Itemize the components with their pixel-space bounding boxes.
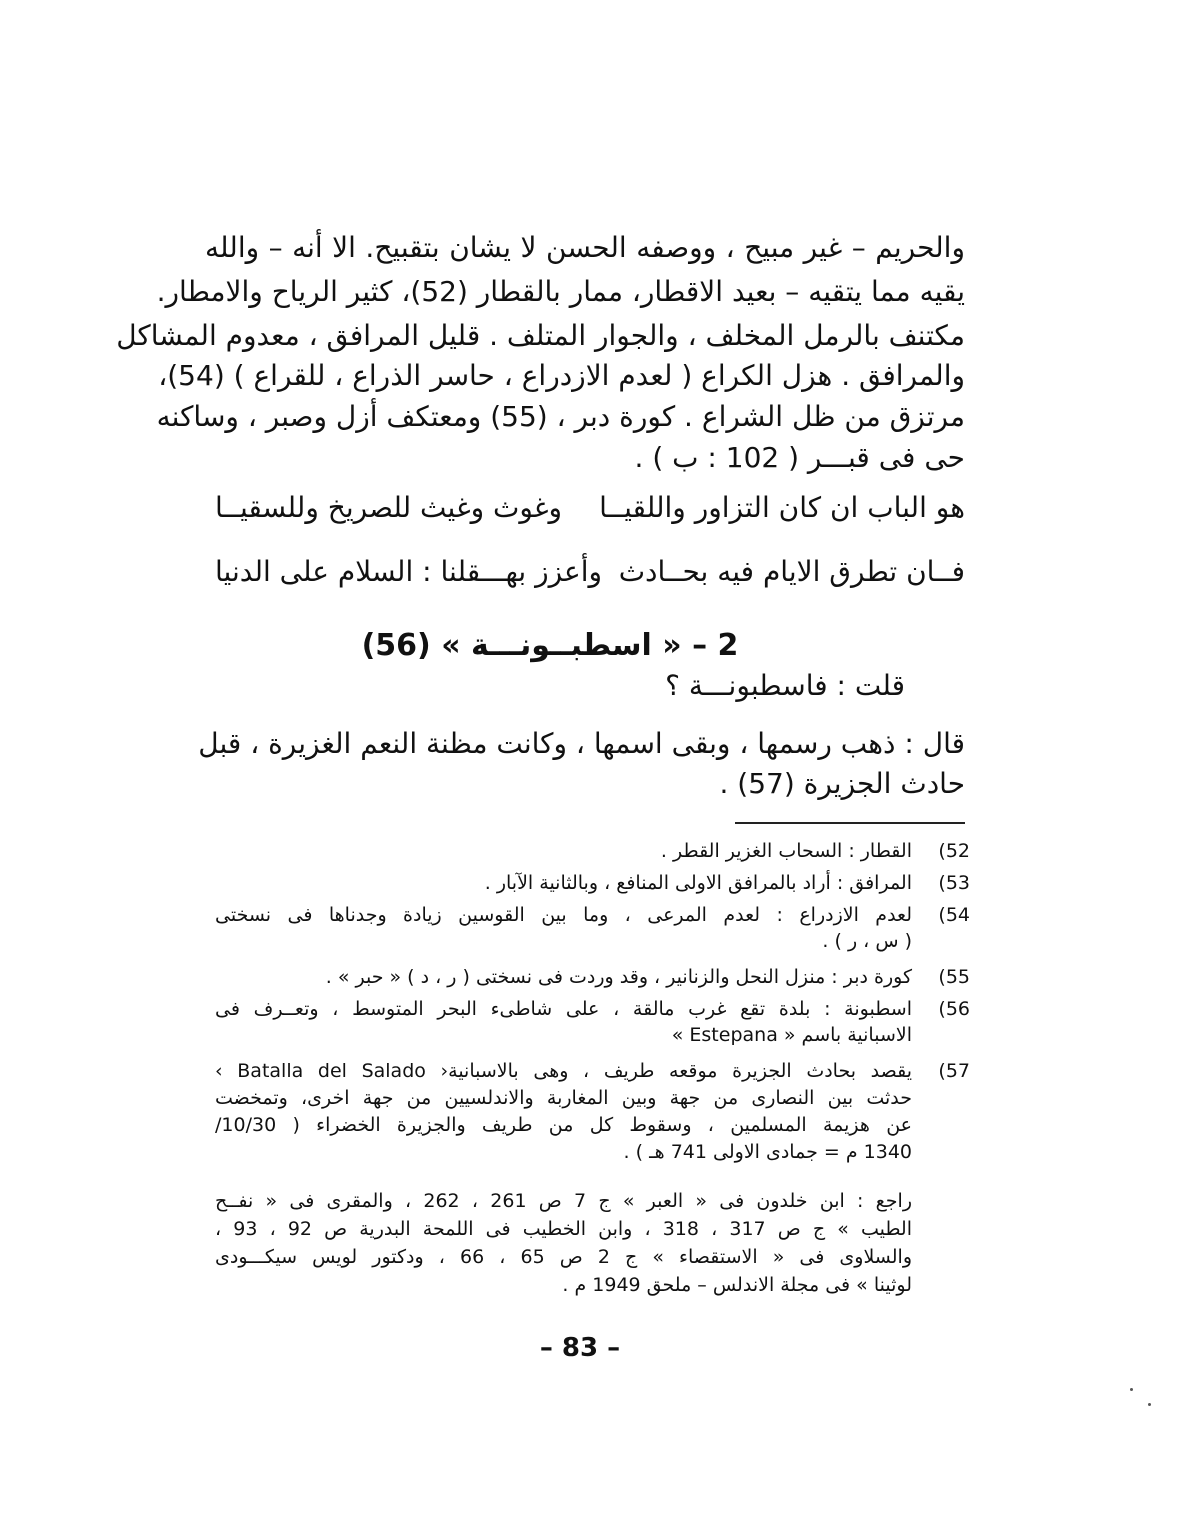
footnote-number: 52) — [938, 840, 970, 862]
reference-line-3: والسلاوى فى « الاستقصاء » ج 2 ص 65 ، 66 ، ودكتور لويس سيكـــودى — [215, 1246, 912, 1268]
verse-1 — [205, 486, 965, 530]
body-line-3: مكتنف بالرمل المخلف ، والجوار المتلف . قليل المرافق ، معدوم المشاكل — [116, 319, 965, 352]
body-line-1: والحريم – غير مبيح ، ووصفه الحسن لا يشان بتقبيح. الا أنه – والله — [205, 231, 965, 264]
footnote-number: 56) — [938, 998, 970, 1020]
footnote-text: المرافق : أراد بالمرافق الاولى المنافع ، وبالثانية الآبار . — [484, 872, 912, 894]
footnote-text: كورة دبر : منزل النحل والزنانير ، وقد وردت فى نسختى ( ر ، د ) « حبر » . — [325, 966, 912, 988]
reference-line-2: الطيب » ج ص 317 ، 318 ، وابن الخطيب فى اللمحة البدرية ص 92 ، 93 ، — [215, 1218, 913, 1240]
footnote-number: 57) — [938, 1060, 970, 1082]
verse-1-first-hemistich: هو الباب ان كان التزاور واللقيــا — [599, 491, 965, 524]
verse-2-first-hemistich: فــان تطرق الايام فيه بحــادث — [618, 555, 965, 588]
footnote-text: القطار : السحاب الغزير القطر . — [660, 840, 912, 862]
footnote-text-line-1: يقصد بحادث الجزيرة موقعه طريف ، وهى بالاسبانية‹ Batalla del Salado › — [215, 1060, 913, 1082]
footnote-text-line-2: حدثت بين النصارى من جهة وبين المغاربة والاندلسيين من جهة اخرى، وتمخضت — [215, 1087, 912, 1109]
footnote-54 — [215, 902, 970, 954]
body-line-2: يقيه مما يتقيه – بعيد الاقطار، ممار بالقطار (52)، كثير الرياح والامطار. — [156, 275, 965, 308]
body-line-5: مرتزق من ظل الشراع . كورة دبر ، (55) ومعتكف أزل وصبر ، وساكنه — [156, 400, 965, 433]
section-heading: 2 – « اسطبــونـــة » (56) — [361, 628, 739, 663]
footnote-text-line-4: 1340 م = جمادى الاولى 741 هـ ) . — [623, 1141, 912, 1163]
scan-speck — [1148, 1403, 1151, 1406]
footnote-56 — [215, 996, 970, 1048]
footnote-55 — [215, 964, 970, 990]
verse-1-second-hemistich: وغوث وغيث للصريخ وللسقيــا — [215, 491, 563, 524]
section-question: قلت : فاسطبونـــة ؟ — [665, 669, 905, 702]
body-line-4: والمرافق . هزل الكراع ( لعدم الازدراع ، حاسر الذراع ، للقراع ) (54)، — [158, 359, 965, 392]
body-line-6: حى فى قبـــر ( 102 : ب ) . — [634, 441, 965, 474]
section-answer-line-1: قال : ذهب رسمها ، وبقى اسمها ، وكانت مظنة النعم الغزيرة ، قبل — [198, 727, 965, 760]
verse-2 — [205, 550, 965, 594]
footnote-52 — [215, 838, 970, 864]
footnote-number: 55) — [938, 966, 970, 988]
reference-line-1: راجع : ابن خلدون فى « العبر » ج 7 ص 261 ، 262 ، والمقرى فى « نفــح — [215, 1190, 912, 1212]
footnote-text-line-1: لعدم الازدراع : لعدم المرعى ، وما بين القوسين زيادة وجدناها فى نسختى — [215, 904, 912, 926]
footnote-text-line-3: عن هزيمة المسلمين ، وسقوط كل من طريف والجزيرة الخضراء ( 10/30/ — [215, 1114, 912, 1136]
footnote-text-line-2: الاسبانية باسم « Estepana » — [671, 1024, 912, 1046]
footnote-separator — [735, 822, 965, 824]
footnote-53 — [215, 870, 970, 896]
section-answer-line-2: حادث الجزيرة (57) . — [719, 767, 965, 800]
footnote-number: 53) — [938, 872, 970, 894]
scan-speck — [1130, 1388, 1133, 1391]
footnote-number: 54) — [938, 904, 970, 926]
footnote-57 — [215, 1058, 970, 1168]
footnote-text-line-1: اسطبونة : بلدة تقع غرب مالقة ، على شاطىء البحر المتوسط ، وتعــرف فى — [215, 998, 912, 1020]
reference-line-4: لوثينا » فى مجلة الاندلس – ملحق 1949 م . — [562, 1274, 912, 1296]
footnote-text-line-2: ( س ، ر ) . — [822, 930, 912, 952]
page-number: – 83 – — [539, 1333, 621, 1363]
verse-2-second-hemistich: وأعزز بهـــقلنا : السلام على الدنيا — [215, 555, 603, 588]
